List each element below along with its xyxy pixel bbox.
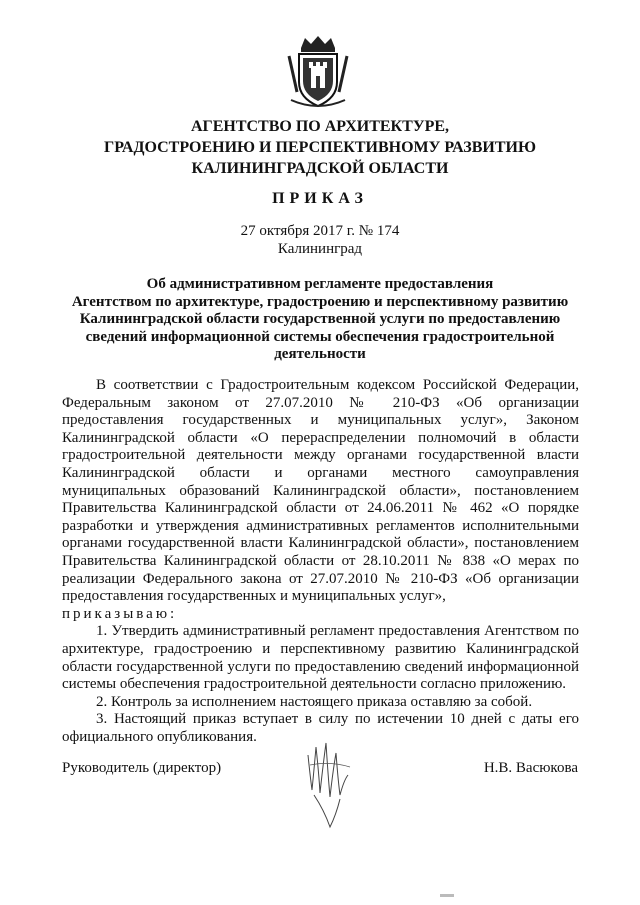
order-title: ПРИКАЗ [272, 190, 368, 207]
order-item-2: 2. Контроль за исполнением настоящего приказа оставляю за собой. [96, 693, 533, 710]
order-body [62, 377, 579, 746]
order-item-1: 1. Утвердить административный регламент предоставления Агентством по архитектуре, градостроению и перспективному развитию Калининградской области государственной услуги по предоставлению сведений информационной системы обеспечения градостроительной деятельности согласно приложению. [62, 623, 579, 693]
page-mark [440, 894, 454, 897]
agency-line-3: КАЛИНИНГРАДСКОЙ ОБЛАСТИ [191, 160, 449, 177]
coat-of-arms-icon [287, 34, 349, 110]
order-date-number: 27 октября 2017 г. № 174 [240, 223, 400, 239]
subject-line-4: сведений информационной системы обеспечения градостроительной [85, 328, 555, 345]
decree-word: приказываю: [62, 605, 178, 622]
agency-line-2: ГРАДОСТРОЕНИЮ И ПЕРСПЕКТИВНОМУ РАЗВИТИЮ [104, 139, 536, 156]
order-subject [70, 276, 570, 364]
order-city: Калининград [277, 241, 363, 257]
preamble-paragraph: В соответствии с Градостроительным кодексом Российской Федерации, Федеральным законом от 27.07.2010 № 210-ФЗ «Об организации предоставления государственных и муниципальных услуг», Законом Калининградской области «О перераспределении полномочий в области градостроительной деятельности между органами государственной власти Калининградской области и органами местного самоуправления муниципальных образований Калининградской области», постановлением Правительства Калининградской области от 24.06.2011 № 462 «О порядке разработки и утверждения административных регламентов исполнительными органами государственной власти Калининградской области», постановлением Правительства Калининградской области от 28.10.2011 № 838 «О мерах по реализации Федерального закона от 27.07.2010 № 210-ФЗ «Об организации предоставления государственных и муниципальных услуг», [62, 377, 579, 605]
subject-line-2: Агентством по архитектуре, градостроению и перспективному развитию [71, 293, 569, 310]
subject-line-5: деятельности [274, 346, 366, 362]
agency-line-1: АГЕНТСТВО ПО АРХИТЕКТУРЕ, [190, 118, 450, 135]
signatory-name: Н.В. Васюкова [483, 760, 578, 776]
handwritten-signature-icon [300, 735, 360, 830]
agency-name [60, 116, 580, 179]
subject-line-1: Об административном регламенте предоставления [146, 276, 494, 292]
order-item-3: 3. Настоящий приказ вступает в силу по истечении 10 дней с даты его официального опубликования. [62, 711, 579, 745]
subject-line-3: Калининградской области государственной услуги по предоставлению [79, 311, 561, 327]
signatory-position: Руководитель (директор) [62, 760, 222, 776]
